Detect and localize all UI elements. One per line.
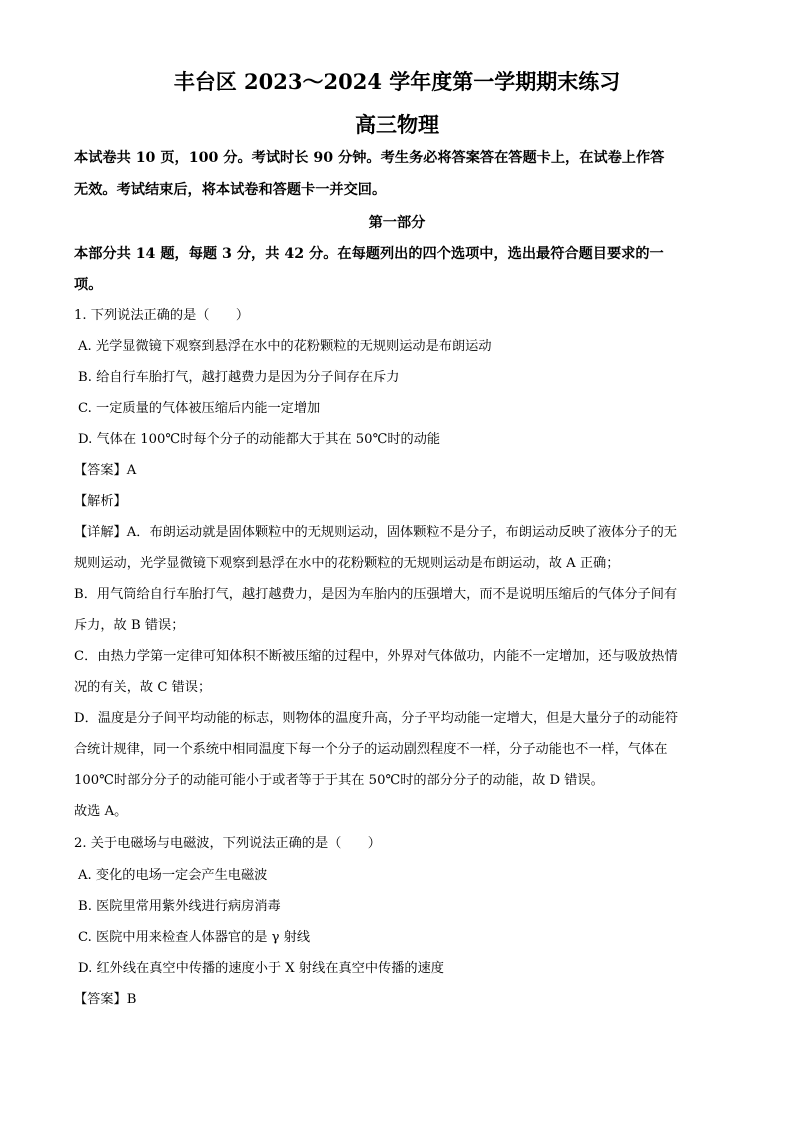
question-1-detail-line-3: B．用气筒给自行车胎打气，越打越费力，是因为车胎内的压强增大，而不是说明压缩后的气体分子间有: [74, 587, 678, 602]
question-1-detail-line-5: C．由热力学第一定律可知体积不断被压缩的过程中，外界对气体做功，内能不一定增加，还与吸放热情: [74, 649, 678, 664]
question-2-stem: 2. 关于电磁场与电磁波，下列说法正确的是（ ）: [74, 836, 381, 851]
page-title: 丰台区 2023～2024 学年度第一学期期末练习: [173, 69, 621, 94]
question-1-option-a: A. 光学显微镜下观察到悬浮在水中的花粉颗粒的无规则运动是布朗运动: [78, 339, 492, 354]
section-intro-line-2: 项。: [74, 277, 103, 293]
question-2-option-d: D. 红外线在真空中传播的速度小于 X 射线在真空中传播的速度: [78, 961, 444, 976]
question-2-answer: 【答案】B: [74, 992, 137, 1007]
question-1-detail-line-7: D．温度是分子间平均动能的标志，则物体的温度升高，分子平均动能一定增大，但是大量分子的动能符: [74, 711, 679, 726]
question-1-detail-line-6: 况的有关，故 C 错误；: [74, 680, 212, 695]
question-2-option-c: C. 医院中用来检查人体器官的是 γ 射线: [78, 930, 311, 945]
instructions-line-1: 本试卷共 10 页，100 分。考试时长 90 分钟。考生务必将答案答在答题卡上，在试卷上作答: [74, 150, 665, 166]
question-2-option-b: B. 医院里常用紫外线进行病房消毒: [78, 899, 281, 914]
question-1-conclusion: 故选 A。: [74, 804, 128, 819]
question-1-detail-line-4: 斥力，故 B 错误；: [74, 618, 185, 633]
question-1-detail-line-8: 合统计规律，同一个系统中相同温度下每一个分子的运动剧烈程度不一样，分子动能也不一样，气体在: [74, 742, 668, 757]
question-1-option-d: D. 气体在 100℃时每个分子的动能都大于其在 50℃时的动能: [78, 432, 441, 447]
question-2-option-a: A. 变化的电场一定会产生电磁波: [78, 868, 268, 883]
question-1-detail-line-9: 100℃时部分分子的动能可能小于或者等于于其在 50℃时的部分分子的动能，故 D 错误。: [74, 773, 604, 788]
question-1-analysis-label: 【解析】: [74, 494, 127, 509]
page-subtitle: 高三物理: [355, 112, 439, 137]
section-intro-line-1: 本部分共 14 题，每题 3 分，共 42 分。在每题列出的四个选项中，选出最符合题目要求的一: [74, 246, 664, 262]
question-1-option-b: B. 给自行车胎打气，越打越费力是因为分子间存在斥力: [78, 370, 400, 385]
section-title: 第一部分: [368, 215, 426, 231]
question-1-option-c: C. 一定质量的气体被压缩后内能一定增加: [78, 401, 321, 416]
question-1-detail-line-1: 【详解】A．布朗运动就是固体颗粒中的无规则运动，固体颗粒不是分子，布朗运动反映了液体分子的无: [74, 525, 677, 540]
question-1-detail-line-2: 规则运动，光学显微镜下观察到悬浮在水中的花粉颗粒的无规则运动是布朗运动，故 A 正确；: [74, 556, 620, 571]
question-1-answer: 【答案】A: [74, 463, 137, 478]
question-1-stem: 1. 下列说法正确的是（ ）: [74, 308, 250, 323]
instructions-line-2: 无效。考试结束后，将本试卷和答题卡一并交回。: [74, 182, 387, 198]
